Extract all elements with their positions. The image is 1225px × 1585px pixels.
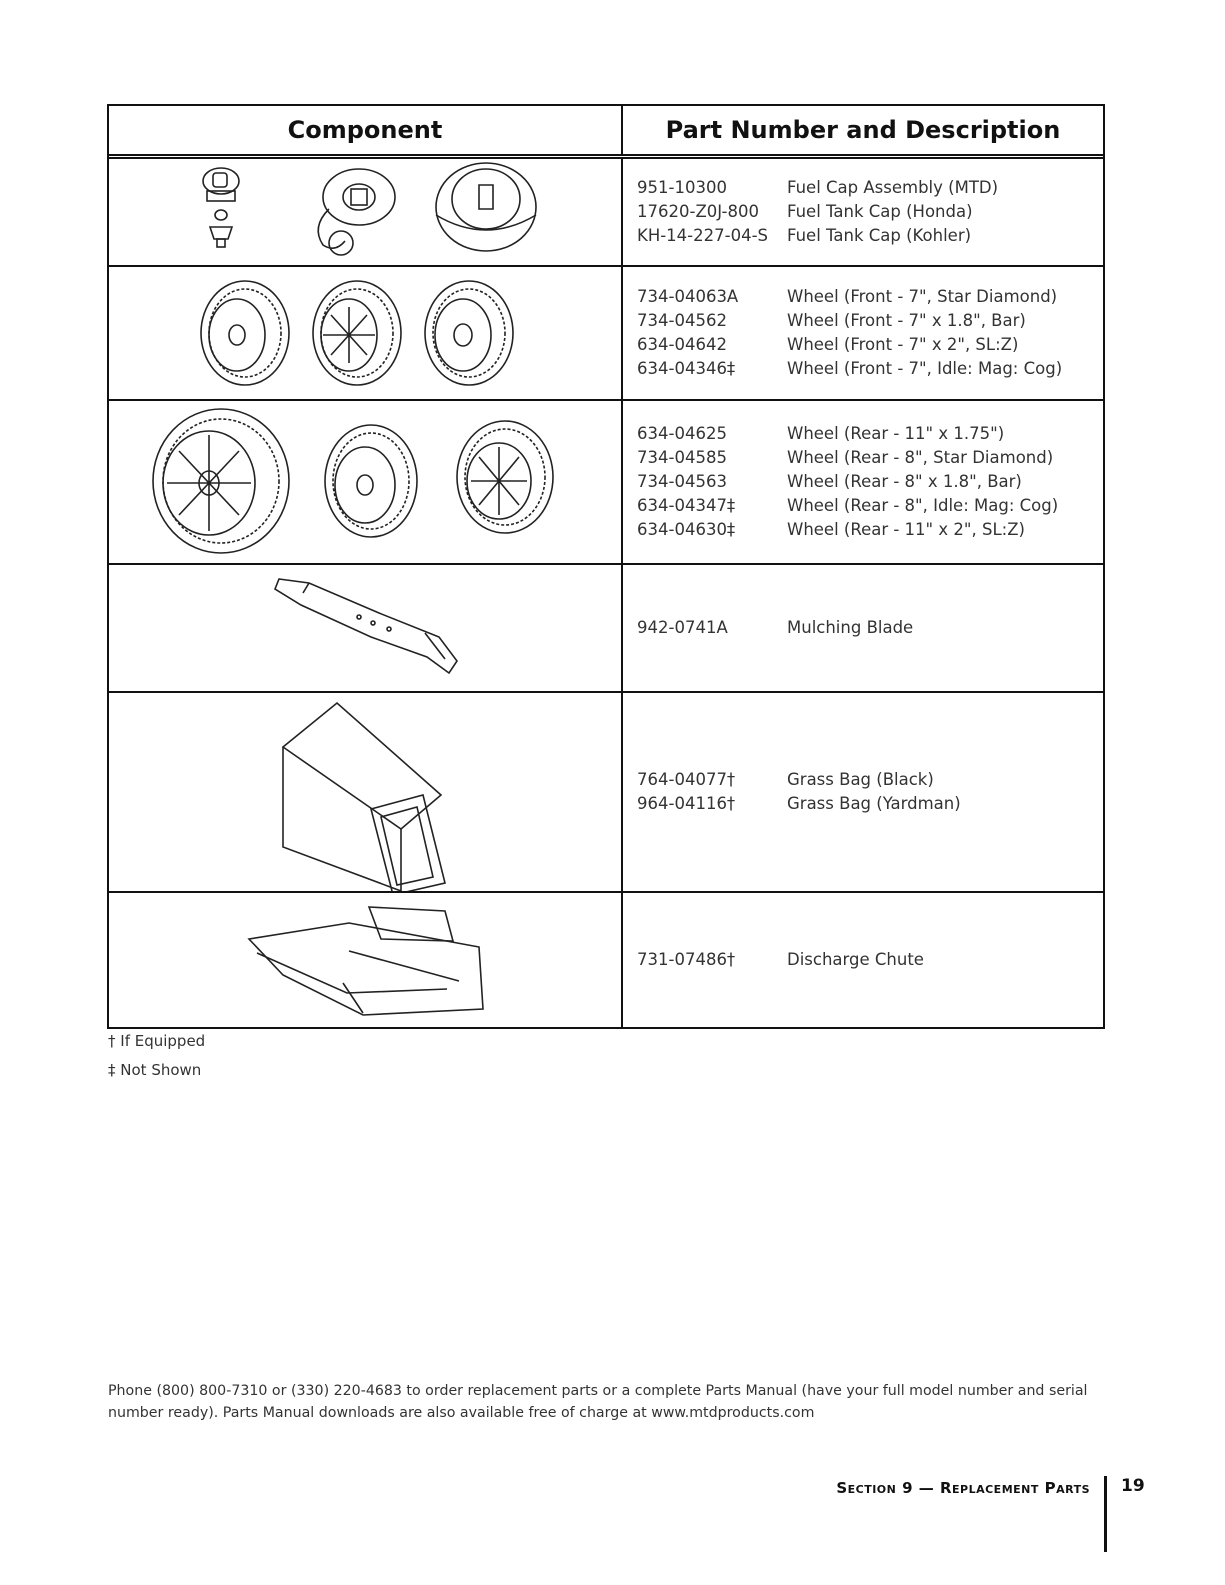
part-line — [637, 470, 1103, 494]
part-line — [637, 446, 1103, 470]
footnote-not-shown: ‡ Not Shown — [108, 1061, 202, 1079]
fuel-tank-cap-kohler-icon — [436, 163, 536, 251]
part-description: Wheel (Rear - 11" x 2", SL:Z) — [787, 520, 1025, 539]
part-line — [637, 285, 1103, 309]
component-header: Component — [109, 106, 623, 154]
part-line — [637, 792, 1103, 816]
part-description: Fuel Cap Assembly (MTD) — [787, 178, 999, 197]
part-description-cell — [623, 267, 1103, 399]
table-row — [109, 565, 1103, 693]
part-line — [637, 176, 1103, 200]
part-description: Wheel (Rear - 8" x 1.8", Bar) — [787, 472, 1022, 491]
table-row — [109, 693, 1103, 893]
part-line — [637, 616, 1103, 640]
part-number: 734-04585 — [637, 448, 727, 467]
part-description: Wheel (Rear - 8", Idle: Mag: Cog) — [787, 496, 1059, 515]
component-cell — [109, 159, 623, 265]
component-cell — [109, 893, 623, 1027]
part-description: Discharge Chute — [787, 950, 924, 969]
part-number: 964-04116† — [637, 794, 736, 813]
part-description: Wheel (Front - 7" x 1.8", Bar) — [787, 311, 1026, 330]
footer-divider — [1104, 1476, 1107, 1552]
part-line — [637, 422, 1103, 446]
part-line — [637, 948, 1103, 972]
part-description: Mulching Blade — [787, 618, 914, 637]
part-number: 634-04630‡ — [637, 520, 736, 539]
component-cell — [109, 693, 623, 891]
section-title: Section 9 — Replacement Parts — [836, 1479, 1090, 1497]
table-row — [109, 401, 1103, 565]
part-number: 734-04063A — [637, 287, 739, 306]
part-description-cell — [623, 893, 1103, 1027]
part-description: Fuel Tank Cap (Honda) — [787, 202, 973, 221]
part-description: Wheel (Rear - 8", Star Diamond) — [787, 448, 1054, 467]
part-number: 734-04562 — [637, 311, 727, 330]
footnote-if-equipped: † If Equipped — [108, 1032, 206, 1050]
front-wheel-icon — [313, 281, 401, 385]
part-line — [637, 309, 1103, 333]
part-description-cell — [623, 159, 1103, 265]
front-wheel-icon — [425, 281, 513, 385]
part-number: 634-04347‡ — [637, 496, 736, 515]
part-number: 17620-Z0J-800 — [637, 202, 759, 221]
part-number: 634-04346‡ — [637, 359, 736, 378]
part-number: 734-04563 — [637, 472, 727, 491]
part-description: Grass Bag (Black) — [787, 770, 934, 789]
part-description-header: Part Number and Description — [665, 116, 1061, 144]
mulching-blade-icon — [275, 579, 457, 673]
component-cell — [109, 401, 623, 563]
contact-info: Phone (800) 800-7310 or (330) 220-4683 to order replacement parts or a complete Parts Manual (have your full model number and serial number ready). Parts Manual downloads are also available free of charge at www.mtdproducts.com — [108, 1383, 1088, 1421]
front-wheel-icon — [201, 281, 289, 385]
rear-wheel-icon — [153, 409, 289, 553]
discharge-chute-icon — [249, 907, 483, 1015]
part-line — [637, 333, 1103, 357]
page-number: 19 — [1121, 1476, 1145, 1496]
part-number: 731-07486† — [637, 950, 736, 969]
parts-table — [107, 104, 1105, 1029]
part-description: Wheel (Front - 7" x 2", SL:Z) — [787, 335, 1019, 354]
part-description-cell — [623, 565, 1103, 691]
part-description-cell — [623, 693, 1103, 891]
part-description: Wheel (Rear - 11" x 1.75") — [787, 424, 1005, 443]
fuel-tank-cap-honda-icon — [318, 169, 395, 255]
grass-bag-icon — [283, 703, 445, 891]
rear-wheel-icon — [457, 421, 553, 533]
component-cell — [109, 565, 623, 691]
part-line — [637, 494, 1103, 518]
part-description: Fuel Tank Cap (Kohler) — [787, 226, 972, 245]
part-description: Grass Bag (Yardman) — [787, 794, 961, 813]
part-number: 764-04077† — [637, 770, 736, 789]
part-line — [637, 518, 1103, 542]
part-description-cell — [623, 401, 1103, 563]
part-line — [637, 200, 1103, 224]
part-number: 951-10300 — [637, 178, 727, 197]
table-row — [109, 893, 1103, 1027]
rear-wheel-icon — [325, 425, 417, 537]
part-line — [637, 224, 1103, 248]
fuel-cap-mtd-icon — [203, 168, 239, 247]
part-description: Wheel (Front - 7", Idle: Mag: Cog) — [787, 359, 1063, 378]
table-row — [109, 267, 1103, 401]
part-line — [637, 768, 1103, 792]
table-row — [109, 159, 1103, 267]
part-number: 634-04625 — [637, 424, 727, 443]
part-number: 942-0741A — [637, 618, 728, 637]
table-header — [109, 106, 1103, 159]
part-number: KH-14-227-04-S — [637, 226, 769, 245]
part-line — [637, 357, 1103, 381]
component-cell — [109, 267, 623, 399]
part-description: Wheel (Front - 7", Star Diamond) — [787, 287, 1058, 306]
part-number: 634-04642 — [637, 335, 727, 354]
